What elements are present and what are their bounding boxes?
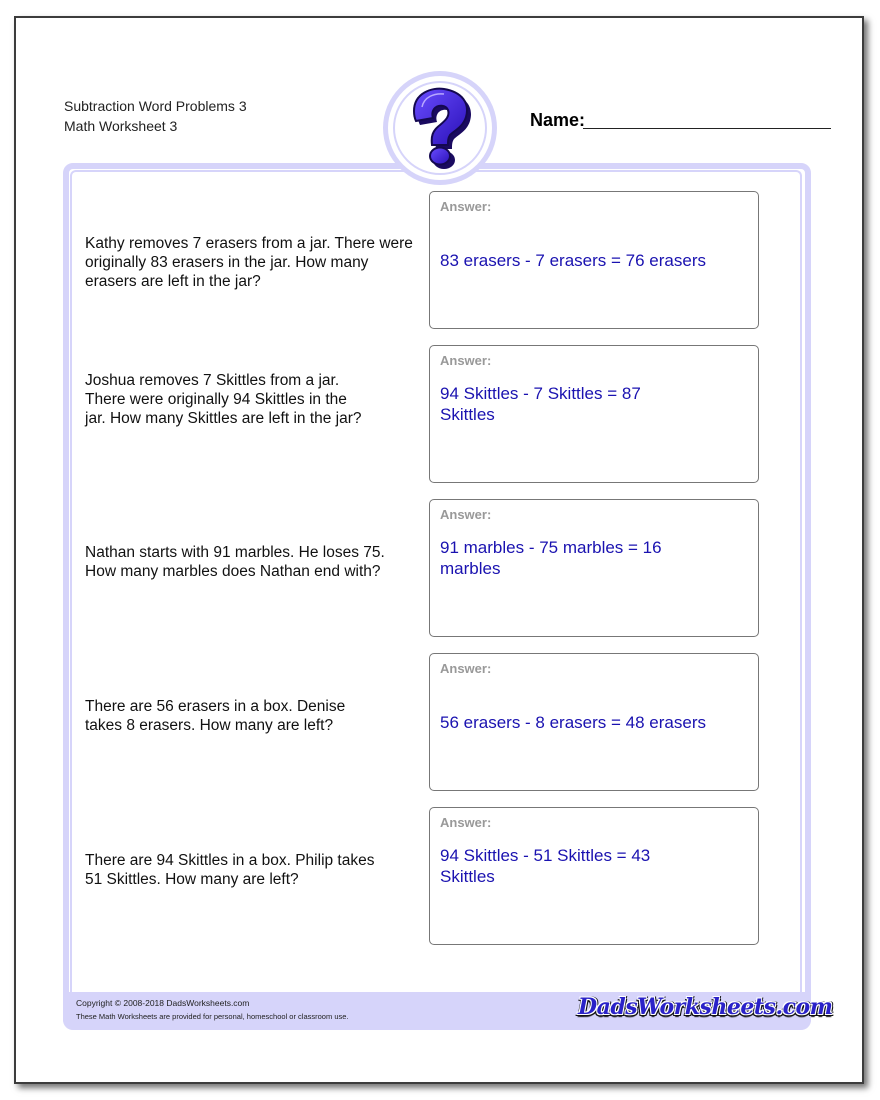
answer-text: 94 Skittles - 51 Skittles = 43 Skittles	[440, 846, 651, 886]
answer-text: 56 erasers - 8 erasers = 48 erasers	[440, 713, 706, 732]
name-label: Name:	[530, 110, 586, 130]
worksheet-subtitle: Math Worksheet 3	[64, 118, 178, 134]
usage-note: These Math Worksheets are provided for personal, homeschool or classroom use.	[76, 1012, 349, 1021]
problem-question: There are 56 erasers in a box. Denise takes 8 erasers. How many are left?	[85, 698, 346, 734]
question-mark-icon	[404, 85, 476, 171]
answer-label: Answer:	[440, 661, 492, 676]
answer-label: Answer:	[440, 353, 492, 368]
answer-text: 91 marbles - 75 marbles = 16 marbles	[440, 538, 662, 578]
problem-question: There are 94 Skittles in a box. Philip takes 51 Skittles. How many are left?	[85, 852, 375, 888]
answer-label: Answer:	[440, 199, 492, 214]
name-field-line	[583, 128, 831, 129]
problem-question: Nathan starts with 91 marbles. He loses 75. How many marbles does Nathan end with?	[85, 544, 385, 580]
answer-label: Answer:	[440, 507, 492, 522]
answer-box	[429, 345, 759, 483]
answer-box	[429, 653, 759, 791]
answer-label: Answer:	[440, 815, 492, 830]
answer-box	[429, 191, 759, 329]
answer-text: 94 Skittles - 7 Skittles = 87 Skittles	[440, 384, 641, 424]
answer-text: 83 erasers - 7 erasers = 76 erasers	[440, 251, 706, 270]
answer-box	[429, 807, 759, 945]
problem-question: Kathy removes 7 erasers from a jar. There were originally 83 erasers in the jar. How many erasers are left in the jar?	[85, 235, 413, 290]
copyright-text: Copyright © 2008-2018 DadsWorksheets.com	[76, 998, 250, 1008]
worksheet-title: Subtraction Word Problems 3	[64, 98, 247, 114]
question-badge	[383, 71, 497, 185]
dadsworksheets-logo: DadsWorksheets.com	[578, 994, 833, 1020]
problem-question: Joshua removes 7 Skittles from a jar. There were originally 94 Skittles in the jar. How many Skittles are left in the jar?	[85, 372, 362, 427]
answer-box	[429, 499, 759, 637]
